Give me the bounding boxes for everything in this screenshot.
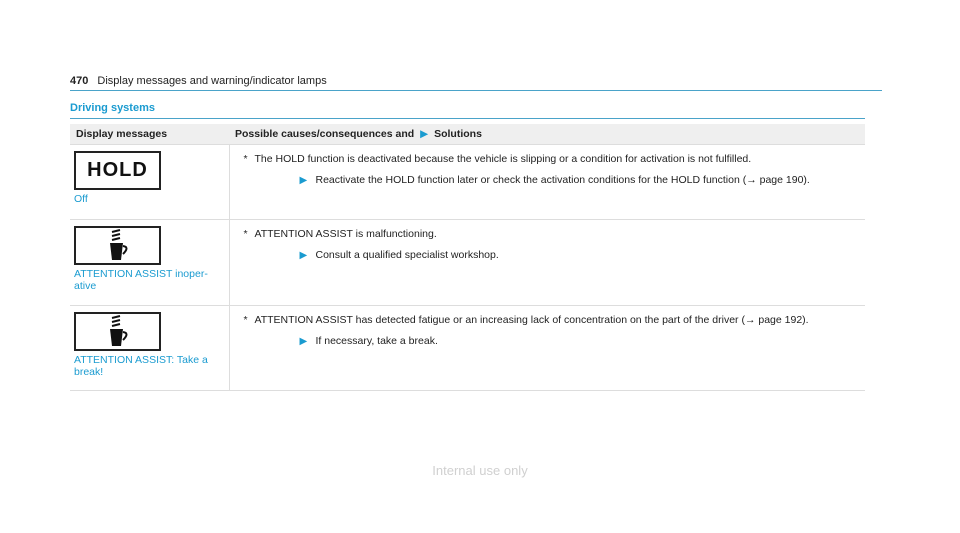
header-solutions-label: Solutions [434,128,482,140]
table-row [70,306,865,391]
action-text: Reactivate the HOLD function later or check the activation conditions for the HOLD function (→ page 190). [315,174,810,186]
table-header-row [70,124,865,145]
page-number: 470 [70,75,89,87]
header-display-messages: Display messages [70,124,229,145]
message-cell [70,145,229,220]
chapter-title: Display messages and warning/indicator lamps [97,75,327,87]
action-text: If necessary, take a break. [315,335,438,347]
message-label: Off [74,193,88,205]
solution-cell [229,145,865,220]
hold-icon-text: HOLD [87,159,148,181]
section-title: Driving systems [70,102,865,119]
message-label: ATTENTION ASSIST inoper- ative [74,268,208,292]
coffee-cup-icon [74,226,161,265]
footnote-asterisk: * [243,228,248,240]
solution-cell [229,220,865,306]
message-cell [70,306,229,391]
message-label: ATTENTION ASSIST: Take a break! [74,354,208,378]
internal-use-note: Internal use only [432,463,528,478]
action-arrow-icon: ▶ [299,336,308,347]
action-arrow-icon: ▶ [299,250,308,261]
cause-text: ATTENTION ASSIST has detected fatigue or an increasing lack of concentration on the part of the driver (→ page 192). [254,314,809,326]
cause-text: ATTENTION ASSIST is malfunctioning. [254,228,437,240]
table-row [70,145,865,220]
header-causes-solutions [229,124,865,145]
footnote-asterisk: * [243,153,248,165]
hold-icon [74,151,161,190]
footnote-asterisk: * [243,314,248,326]
table-row [70,220,865,306]
message-cell [70,220,229,306]
page-header [70,74,882,91]
coffee-cup-icon [74,312,161,351]
cause-text: The HOLD function is deactivated because the vehicle is slipping or a condition for activation is not fulfilled. [254,153,752,165]
solution-cell [229,306,865,391]
solution-arrow-icon: ▶ [420,128,429,140]
header-causes-label: Possible causes/consequences and [235,128,415,140]
action-text: Consult a qualified specialist workshop. [315,249,499,261]
action-arrow-icon: ▶ [299,175,308,186]
display-messages-table [70,124,865,391]
